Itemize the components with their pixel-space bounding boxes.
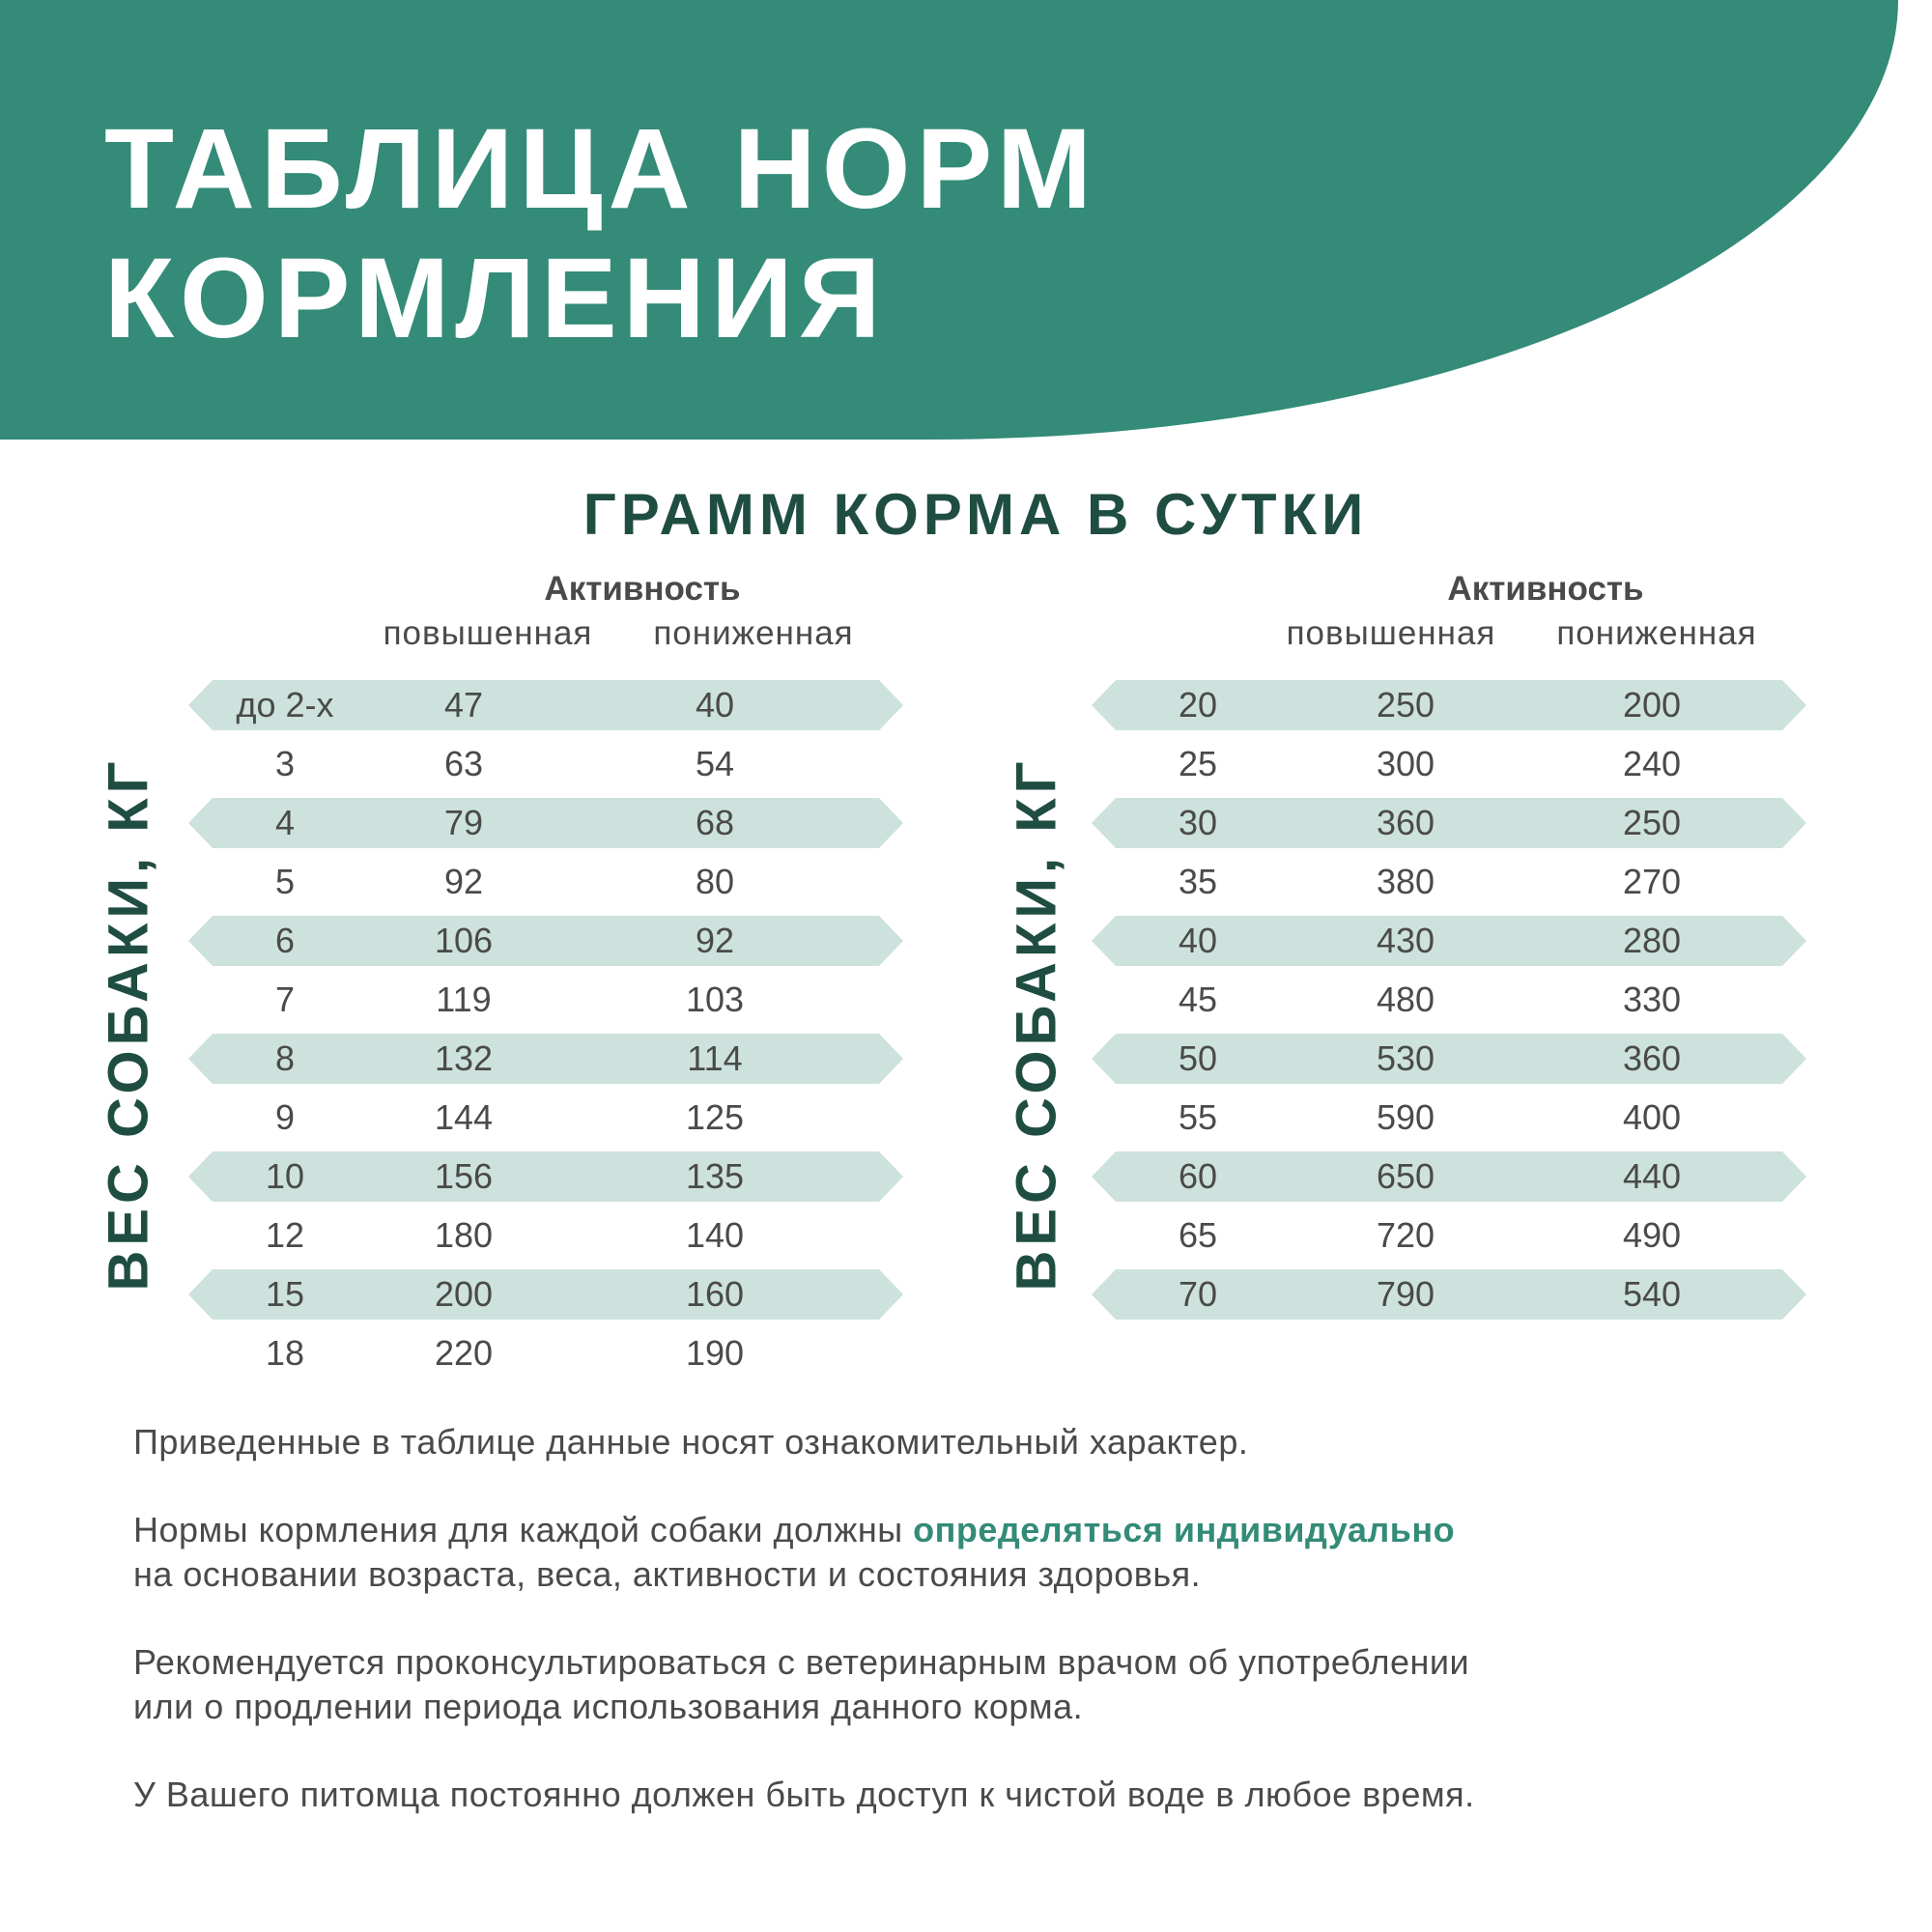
activity-header: Активность: [544, 570, 741, 608]
weight-cell: до 2-х: [236, 685, 334, 724]
weight-cell: 45: [1178, 980, 1218, 1019]
table-row: [188, 969, 903, 1028]
low-activity-cell: 490: [1622, 1215, 1682, 1255]
high-activity-cell: 132: [434, 1038, 494, 1078]
low-activity-cell: 440: [1622, 1156, 1682, 1196]
low-activity-cell: 80: [695, 862, 735, 901]
high-activity-cell: 144: [434, 1097, 494, 1137]
column-header-low: пониженная: [653, 614, 854, 652]
low-activity-cell: 360: [1622, 1038, 1682, 1078]
column-header-high: повышенная: [1286, 614, 1496, 652]
low-activity-cell: 140: [685, 1215, 745, 1255]
note-vet-consult: [133, 1640, 1833, 1729]
table-row: [1092, 1264, 1806, 1322]
table-rows: [1092, 674, 1806, 1322]
weight-axis-label-right: ВЕС СОБАКИ, КГ: [1005, 756, 1068, 1292]
table-row: [188, 674, 903, 733]
weight-cell: 70: [1178, 1274, 1218, 1314]
note-disclaimer: Приведенные в таблице данные носят ознакомительный характер.: [133, 1422, 1249, 1462]
high-activity-cell: 650: [1376, 1156, 1435, 1196]
note-text: Нормы кормления для каждой собаки должны: [133, 1510, 914, 1549]
weight-cell: 20: [1178, 685, 1218, 724]
low-activity-cell: 40: [695, 685, 735, 724]
weight-cell: 3: [274, 744, 296, 783]
note-text: Рекомендуется проконсультироваться с ветеринарным врачом об употреблении: [133, 1642, 1470, 1682]
weight-cell: 4: [274, 803, 296, 842]
high-activity-cell: 380: [1376, 862, 1435, 901]
table-row: [188, 1028, 903, 1087]
high-activity-cell: 480: [1376, 980, 1435, 1019]
weight-cell: 12: [265, 1215, 305, 1255]
table-row: [188, 1264, 903, 1322]
high-activity-cell: 430: [1376, 921, 1435, 960]
low-activity-cell: 240: [1622, 744, 1682, 783]
low-activity-cell: 540: [1622, 1274, 1682, 1314]
table-row: [188, 1087, 903, 1146]
high-activity-cell: 106: [434, 921, 494, 960]
note-individual-norms: [133, 1508, 1833, 1597]
weight-cell: 30: [1178, 803, 1218, 842]
low-activity-cell: 125: [685, 1097, 745, 1137]
high-activity-cell: 156: [434, 1156, 494, 1196]
high-activity-cell: 63: [443, 744, 484, 783]
low-activity-cell: 270: [1622, 862, 1682, 901]
low-activity-cell: 330: [1622, 980, 1682, 1019]
title-line-2: КОРМЛЕНИЯ: [104, 235, 887, 362]
weight-cell: 55: [1178, 1097, 1218, 1137]
table-row: [1092, 1146, 1806, 1205]
weight-cell: 25: [1178, 744, 1218, 783]
weight-cell: 35: [1178, 862, 1218, 901]
table-row: [188, 1322, 903, 1381]
table-row: [1092, 1028, 1806, 1087]
weight-axis-label-left: ВЕС СОБАКИ, КГ: [97, 756, 160, 1292]
weight-cell: 5: [274, 862, 296, 901]
table-row: [188, 910, 903, 969]
weight-cell: 50: [1178, 1038, 1218, 1078]
table-subtitle: ГРАММ КОРМА В СУТКИ: [582, 482, 1369, 547]
high-activity-cell: 790: [1376, 1274, 1435, 1314]
low-activity-cell: 400: [1622, 1097, 1682, 1137]
weight-cell: 65: [1178, 1215, 1218, 1255]
weight-cell: 10: [265, 1156, 305, 1196]
weight-cell: 60: [1178, 1156, 1218, 1196]
activity-header: Активность: [1447, 570, 1644, 608]
high-activity-cell: 180: [434, 1215, 494, 1255]
high-activity-cell: 300: [1376, 744, 1435, 783]
low-activity-cell: 68: [695, 803, 735, 842]
title-line-1: ТАБЛИЦА НОРМ: [104, 105, 1097, 233]
high-activity-cell: 530: [1376, 1038, 1435, 1078]
weight-cell: 6: [274, 921, 296, 960]
high-activity-cell: 92: [443, 862, 484, 901]
table-row: [1092, 910, 1806, 969]
high-activity-cell: 79: [443, 803, 484, 842]
weight-cell: 15: [265, 1274, 305, 1314]
note-text: на основании возраста, веса, активности и состояния здоровья.: [133, 1554, 1202, 1594]
column-header-high: повышенная: [383, 614, 593, 652]
table-rows: [188, 674, 903, 1381]
note-highlight: определяться индивидуально: [913, 1510, 1456, 1549]
table-row: [188, 1146, 903, 1205]
table-row: [1092, 1087, 1806, 1146]
high-activity-cell: 200: [434, 1274, 494, 1314]
low-activity-cell: 54: [695, 744, 735, 783]
high-activity-cell: 720: [1376, 1215, 1435, 1255]
high-activity-cell: 360: [1376, 803, 1435, 842]
page-title: [104, 104, 1097, 363]
weight-cell: 40: [1178, 921, 1218, 960]
table-row: [1092, 792, 1806, 851]
note-text: или о продлении периода использования данного корма.: [133, 1687, 1084, 1726]
table-row: [188, 733, 903, 792]
high-activity-cell: 250: [1376, 685, 1435, 724]
table-row: [1092, 674, 1806, 733]
low-activity-cell: 135: [685, 1156, 745, 1196]
table-row: [1092, 733, 1806, 792]
column-header-low: пониженная: [1556, 614, 1757, 652]
weight-cell: 7: [274, 980, 296, 1019]
notes-section: [133, 1420, 1833, 1861]
table-row: [1092, 969, 1806, 1028]
low-activity-cell: 200: [1622, 685, 1682, 724]
weight-cell: 18: [265, 1333, 305, 1373]
table-row: [188, 851, 903, 910]
high-activity-cell: 119: [436, 980, 492, 1019]
high-activity-cell: 590: [1376, 1097, 1435, 1137]
table-row: [1092, 851, 1806, 910]
low-activity-cell: 92: [695, 921, 735, 960]
high-activity-cell: 47: [443, 685, 484, 724]
low-activity-cell: 160: [685, 1274, 745, 1314]
high-activity-cell: 220: [434, 1333, 494, 1373]
weight-cell: 8: [274, 1038, 296, 1078]
weight-cell: 9: [274, 1097, 296, 1137]
table-row: [188, 1205, 903, 1264]
low-activity-cell: 190: [685, 1333, 745, 1373]
table-row: [1092, 1205, 1806, 1264]
low-activity-cell: 103: [685, 980, 745, 1019]
note-water: У Вашего питомца постоянно должен быть доступ к чистой воде в любое время.: [133, 1775, 1475, 1814]
low-activity-cell: 280: [1622, 921, 1682, 960]
table-row: [188, 792, 903, 851]
low-activity-cell: 250: [1622, 803, 1682, 842]
header-banner: [0, 0, 1898, 440]
feeding-table-left: [188, 570, 903, 1372]
low-activity-cell: 114: [687, 1038, 743, 1078]
feeding-table-right: [1092, 570, 1806, 1372]
